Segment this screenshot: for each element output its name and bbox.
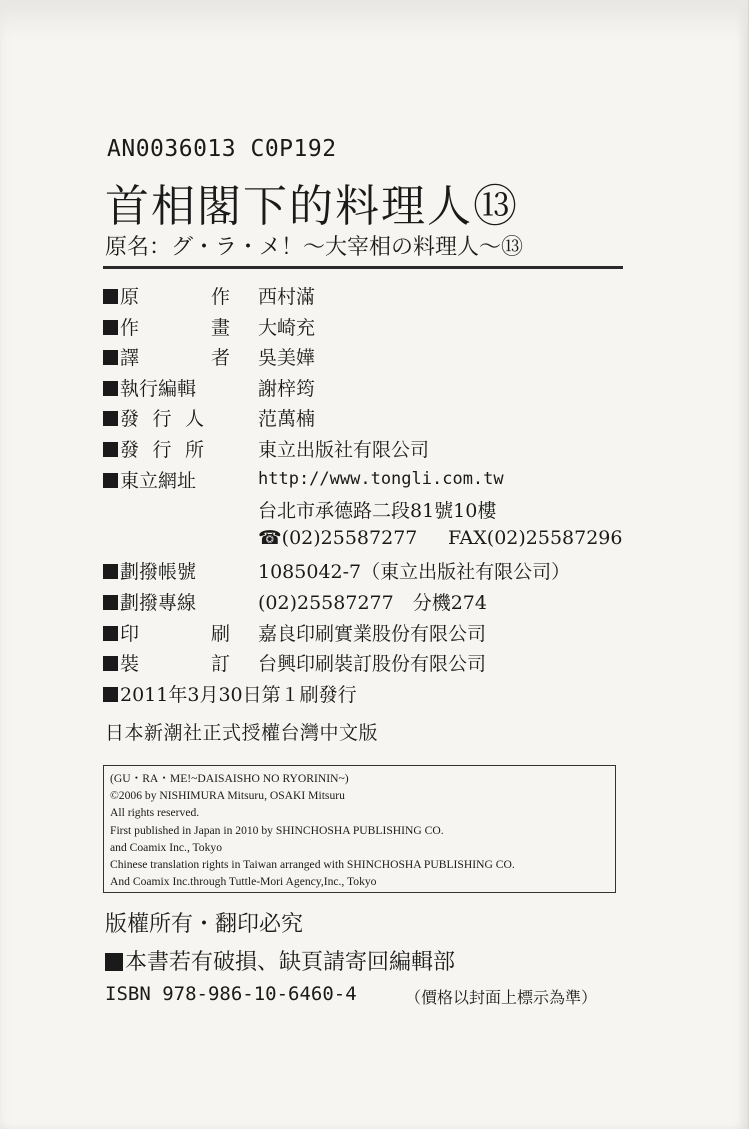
credit-value: 西村滿 xyxy=(258,286,316,308)
title-divider xyxy=(103,266,623,269)
credit-row-author xyxy=(103,282,643,313)
credit-label: 發行人 xyxy=(103,404,238,431)
credit-row-hotline xyxy=(103,588,643,619)
copyright-line: ©2006 by NISHIMURA Mitsuru, OSAKI Mitsuru xyxy=(110,789,345,803)
original-title: 原名：グ・ラ・メ！～大宰相の料理人～⑬ xyxy=(105,235,524,260)
catalog-code: AN0036013 C0P192 xyxy=(107,136,337,162)
address: 台北市承德路二段81號10樓 xyxy=(258,500,497,523)
credit-row-artist xyxy=(103,313,643,344)
credit-value: 大崎充 xyxy=(258,316,316,339)
credit-value: 1085042-7（東立出版社有限公司） xyxy=(258,561,571,584)
square-bullet-icon xyxy=(103,442,118,457)
fax-number: FAX(02)25587296 xyxy=(448,526,623,549)
credit-value: 謝梓筠 xyxy=(258,377,316,400)
credit-label: 執行編輯 xyxy=(103,374,238,401)
copyright-line: (GU・RA・ME!~DAISAISHO NO RYORININ~) xyxy=(110,772,349,785)
phone-fax xyxy=(258,527,623,549)
credit-value: 東立出版社有限公司 xyxy=(258,438,430,461)
square-bullet-icon xyxy=(103,350,118,365)
credit-label: 東立網址 xyxy=(103,466,238,493)
square-bullet-icon xyxy=(105,953,123,971)
square-bullet-icon xyxy=(103,473,118,488)
credit-value: 台興印刷裝訂股份有限公司 xyxy=(258,653,487,676)
square-bullet-icon xyxy=(103,289,118,304)
copyright-line: And Coamix Inc.through Tuttle-Mori Agency,Inc., Tokyo xyxy=(110,875,377,889)
credit-value: (02)25587277 分機274 xyxy=(258,591,487,614)
copyright-line: First published in Japan in 2010 by SHINCHOSHA PUBLISHING CO. xyxy=(110,823,444,837)
credit-label: 劃撥專線 xyxy=(103,588,238,615)
credit-row-publishing-house xyxy=(103,435,643,466)
square-bullet-icon xyxy=(103,381,118,396)
credit-value: 嘉良印刷實業股份有限公司 xyxy=(258,622,487,645)
credit-row-binder xyxy=(103,649,643,680)
price-note: （價格以封面上標示為準） xyxy=(405,988,598,1007)
phone-number: ☎(02)25587277 xyxy=(258,526,418,549)
square-bullet-icon xyxy=(103,626,118,641)
credit-label: 發行所 xyxy=(103,435,238,462)
credit-row-account xyxy=(103,557,643,588)
credit-label: 印 刷 xyxy=(103,619,238,646)
copyright-line: All rights reserved. xyxy=(110,806,200,820)
credit-label: 裝 訂 xyxy=(103,649,238,676)
publish-date: 2011年3月30日第１刷發行 xyxy=(103,680,357,707)
credits-list xyxy=(103,282,643,710)
copyright-line: and Coamix Inc., Tokyo xyxy=(110,840,222,854)
credit-value: 范萬楠 xyxy=(258,408,316,431)
credit-label: 作 畫 xyxy=(103,313,238,340)
credit-row-editor xyxy=(103,374,643,405)
rights-reserved: 版權所有・翻印必究 xyxy=(105,912,304,937)
isbn: ISBN 978-986-10-6460-4 xyxy=(105,983,357,1005)
publish-date-row xyxy=(103,680,643,711)
damage-notice: 本書若有破損、缺頁請寄回編輯部 xyxy=(105,945,455,976)
address-row xyxy=(103,496,643,527)
square-bullet-icon xyxy=(103,564,118,579)
credit-row-publisher xyxy=(103,404,643,435)
page-shadow xyxy=(0,0,748,40)
credit-value: 吳美嬅 xyxy=(258,347,316,370)
square-bullet-icon xyxy=(103,595,118,610)
square-bullet-icon xyxy=(103,411,118,426)
license-note: 日本新潮社正式授權台灣中文版 xyxy=(105,722,379,744)
website-url: http://www.tongli.com.tw xyxy=(258,468,504,489)
copyright-line: Chinese translation rights in Taiwan arranged with SHINCHOSHA PUBLISHING CO. xyxy=(110,858,515,872)
book-title: 首相閣下的料理人⑬ xyxy=(105,181,519,232)
credit-row-printer xyxy=(103,619,643,650)
credit-row-translator xyxy=(103,343,643,374)
square-bullet-icon xyxy=(103,656,118,671)
credit-row-website xyxy=(103,466,643,497)
credit-label: 劃撥帳號 xyxy=(103,557,238,584)
phone-fax-row xyxy=(103,527,643,558)
copyright-box xyxy=(103,765,616,893)
square-bullet-icon xyxy=(103,320,118,335)
credit-label: 原 作 xyxy=(103,282,238,309)
square-bullet-icon xyxy=(103,687,118,702)
credit-label: 譯 者 xyxy=(103,343,238,370)
